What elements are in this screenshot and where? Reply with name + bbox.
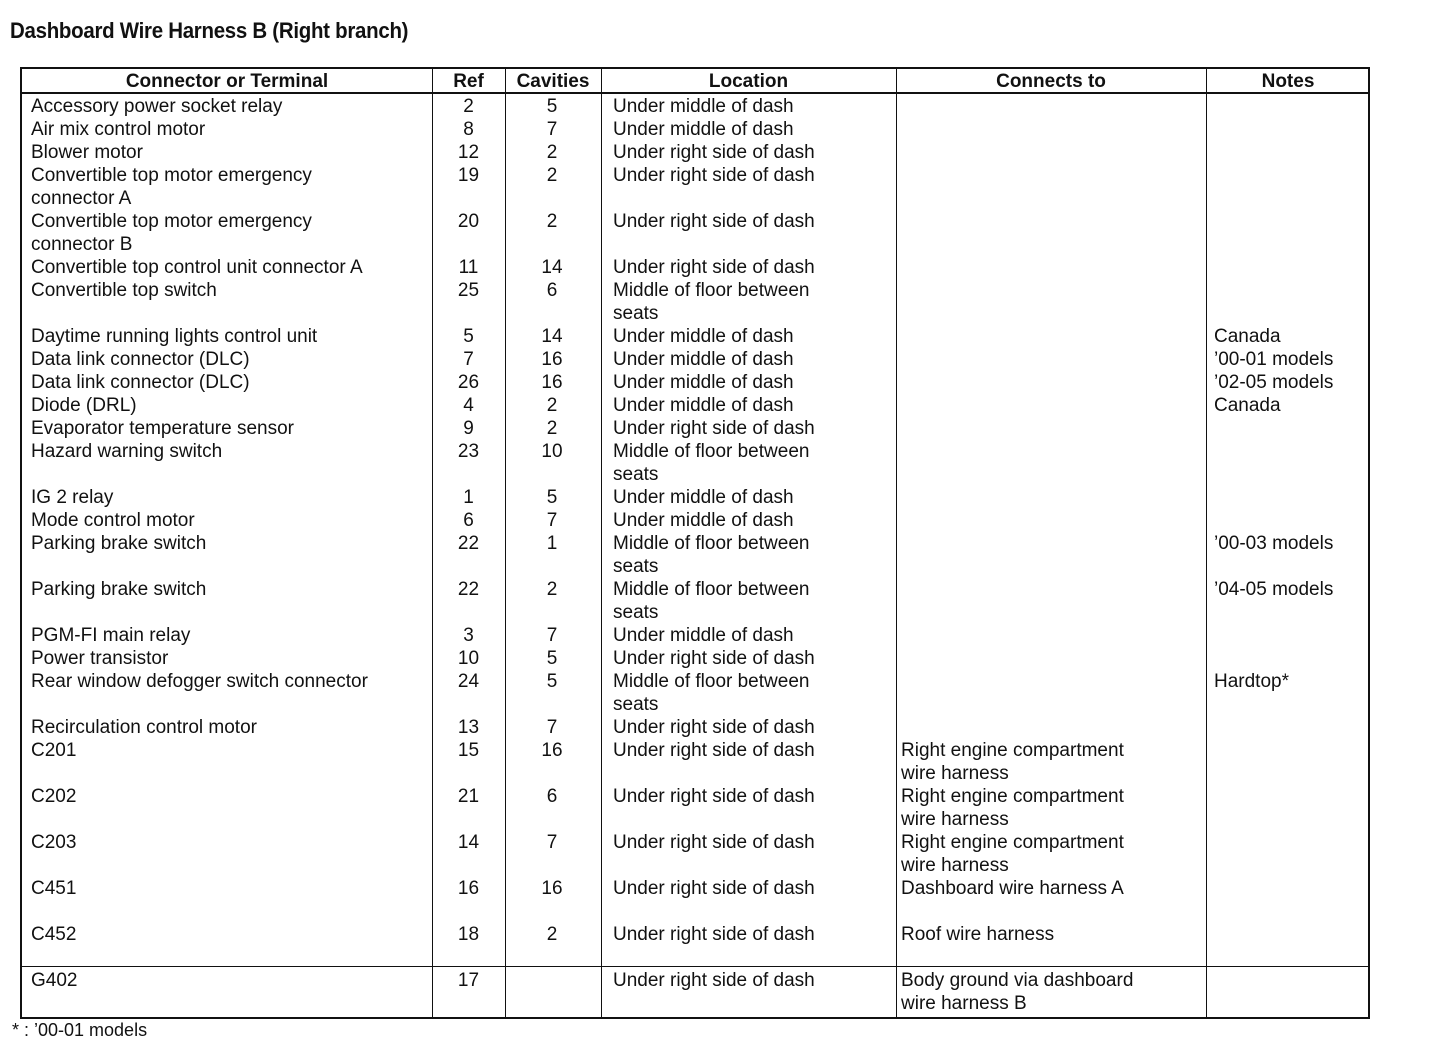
harness-table [20, 67, 1370, 1019]
ref-value: 9 [463, 418, 474, 439]
notes-value: ’04-05 models [1214, 579, 1334, 600]
ref-value: 3 [463, 625, 474, 646]
cavities-value: 7 [546, 625, 558, 646]
location-value: Under right side of dash [613, 717, 815, 738]
notes-value: Canada [1214, 395, 1281, 416]
ref-value: 8 [463, 119, 474, 140]
location-value: Under middle of dash [613, 625, 794, 646]
location-value: Under middle of dash [613, 395, 794, 416]
col-header-cavities: Cavities [516, 71, 590, 92]
ref-value: 2 [463, 96, 474, 117]
connector-name: C203 [31, 832, 77, 853]
connector-name: Convertible top motor emergency connector B [31, 211, 312, 255]
connects-to-value: Right engine compartment wire harness [901, 832, 1124, 876]
location-value: Middle of floor between seats [613, 441, 810, 485]
location-value: Under right side of dash [613, 924, 815, 945]
connector-name: C201 [31, 740, 77, 761]
col-header-notes: Notes [1261, 71, 1315, 92]
connects-to-value: Roof wire harness [901, 924, 1055, 945]
cavities-value: 7 [546, 717, 558, 738]
ref-value: 22 [457, 533, 480, 554]
ref-value: 6 [463, 510, 474, 531]
location-value: Under right side of dash [613, 878, 815, 899]
location-value: Middle of floor between seats [613, 671, 810, 715]
location-value: Under middle of dash [613, 372, 794, 393]
connector-name: Evaporator temperature sensor [31, 418, 294, 439]
ref-value: 5 [463, 326, 474, 347]
ref-value: 7 [463, 349, 474, 370]
connector-name: Parking brake switch [31, 533, 207, 554]
cavities-value: 5 [546, 487, 558, 508]
location-value: Under right side of dash [613, 257, 815, 278]
connector-name: Recirculation control motor [31, 717, 257, 738]
cavities-value: 7 [546, 119, 558, 140]
connector-name: C451 [31, 878, 77, 899]
location-value: Middle of floor between seats [613, 533, 810, 577]
connector-name: Convertible top control unit connector A [31, 257, 363, 278]
cavities-value: 16 [541, 740, 563, 761]
cavities-value: 14 [541, 326, 563, 347]
cavities-value: 5 [546, 671, 558, 692]
ref-value: 4 [463, 395, 474, 416]
connects-to-value: Right engine compartment wire harness [901, 786, 1124, 830]
location-value: Under right side of dash [613, 142, 815, 163]
connects-to-value: Dashboard wire harness A [901, 878, 1124, 899]
column-divider [505, 69, 506, 1017]
cavities-value: 2 [546, 142, 558, 163]
cavities-value: 16 [541, 349, 563, 370]
connects-to-value: Body ground via dashboard wire harness B [901, 970, 1134, 1014]
ref-value: 21 [457, 786, 480, 807]
ref-value: 1 [463, 487, 474, 508]
connector-name: Rear window defogger switch connector [31, 671, 368, 692]
cavities-value: 7 [546, 832, 558, 853]
location-value: Middle of floor between seats [613, 579, 810, 623]
ref-value: 18 [457, 924, 480, 945]
column-divider [1206, 69, 1207, 1017]
cavities-value: 2 [546, 211, 558, 232]
ref-value: 11 [458, 257, 479, 278]
connector-name: Power transistor [31, 648, 169, 669]
cavities-value: 2 [546, 579, 558, 600]
col-header-ref: Ref [453, 71, 484, 92]
connector-name: IG 2 relay [31, 487, 114, 508]
connector-name: G402 [31, 970, 78, 991]
footnote: * : ’00-01 models [12, 1020, 148, 1040]
location-value: Under middle of dash [613, 349, 794, 370]
connector-name: Diode (DRL) [31, 395, 137, 416]
cavities-value: 16 [541, 878, 563, 899]
table-header [22, 69, 1368, 94]
location-value: Under middle of dash [613, 487, 794, 508]
connector-name: C202 [31, 786, 77, 807]
page-title: Dashboard Wire Harness B (Right branch) [10, 18, 409, 43]
connector-name: Data link connector (DLC) [31, 349, 250, 370]
location-value: Middle of floor between seats [613, 280, 810, 324]
cavities-value: 6 [546, 280, 558, 301]
location-value: Under right side of dash [613, 832, 815, 853]
connects-to-value: Right engine compartment wire harness [901, 740, 1124, 784]
cavities-value: 7 [546, 510, 558, 531]
connector-name: PGM-FI main relay [31, 625, 191, 646]
connector-name: Air mix control motor [31, 119, 206, 140]
connector-name: Mode control motor [31, 510, 195, 531]
col-header-connector: Connector or Terminal [125, 71, 329, 92]
col-header-connects-to: Connects to [996, 71, 1106, 92]
connector-name: Parking brake switch [31, 579, 207, 600]
ref-value: 16 [457, 878, 480, 899]
connector-name: Daytime running lights control unit [31, 326, 318, 347]
location-value: Under right side of dash [613, 165, 815, 186]
column-divider [896, 69, 897, 1017]
row-divider [22, 966, 1368, 967]
location-value: Under right side of dash [613, 786, 815, 807]
cavities-value: 16 [541, 372, 563, 393]
location-value: Under middle of dash [613, 119, 794, 140]
ref-value: 22 [457, 579, 480, 600]
ref-value: 19 [457, 165, 480, 186]
cavities-value: 2 [546, 924, 558, 945]
cavities-value: 2 [546, 165, 558, 186]
location-value: Under middle of dash [613, 510, 794, 531]
col-header-location: Location [708, 71, 789, 92]
location-value: Under right side of dash [613, 418, 815, 439]
cavities-value: 5 [546, 96, 558, 117]
location-value: Under right side of dash [613, 740, 815, 761]
cavities-value: 5 [546, 648, 558, 669]
connector-name: Accessory power socket relay [31, 96, 283, 117]
notes-value: ’00-01 models [1214, 349, 1334, 370]
location-value: Under middle of dash [613, 326, 794, 347]
ref-value: 15 [457, 740, 480, 761]
column-divider [601, 69, 602, 1017]
ref-value: 14 [457, 832, 480, 853]
connector-name: C452 [31, 924, 77, 945]
notes-value: Canada [1214, 326, 1281, 347]
ref-value: 17 [457, 970, 480, 991]
ref-value: 20 [457, 211, 480, 232]
ref-value: 24 [457, 671, 480, 692]
cavities-value: 1 [546, 533, 558, 554]
location-value: Under middle of dash [613, 96, 794, 117]
ref-value: 13 [457, 717, 480, 738]
ref-value: 10 [457, 648, 480, 669]
ref-value: 23 [457, 441, 480, 462]
cavities-value: 2 [546, 418, 558, 439]
notes-value: ’02-05 models [1214, 372, 1334, 393]
location-value: Under right side of dash [613, 211, 815, 232]
connector-name: Convertible top switch [31, 280, 217, 301]
notes-value: Hardtop* [1214, 671, 1289, 692]
cavities-value: 14 [541, 257, 563, 278]
ref-value: 12 [457, 142, 480, 163]
connector-name: Hazard warning switch [31, 441, 223, 462]
connector-name: Convertible top motor emergency connector A [31, 165, 312, 209]
location-value: Under right side of dash [613, 648, 815, 669]
cavities-value: 2 [546, 395, 558, 416]
cavities-value: 10 [541, 441, 563, 462]
location-value: Under right side of dash [613, 970, 815, 991]
notes-value: ’00-03 models [1214, 533, 1334, 554]
ref-value: 25 [457, 280, 480, 301]
ref-value: 26 [457, 372, 480, 393]
connector-name: Blower motor [31, 142, 143, 163]
connector-name: Data link connector (DLC) [31, 372, 250, 393]
cavities-value: 6 [546, 786, 558, 807]
